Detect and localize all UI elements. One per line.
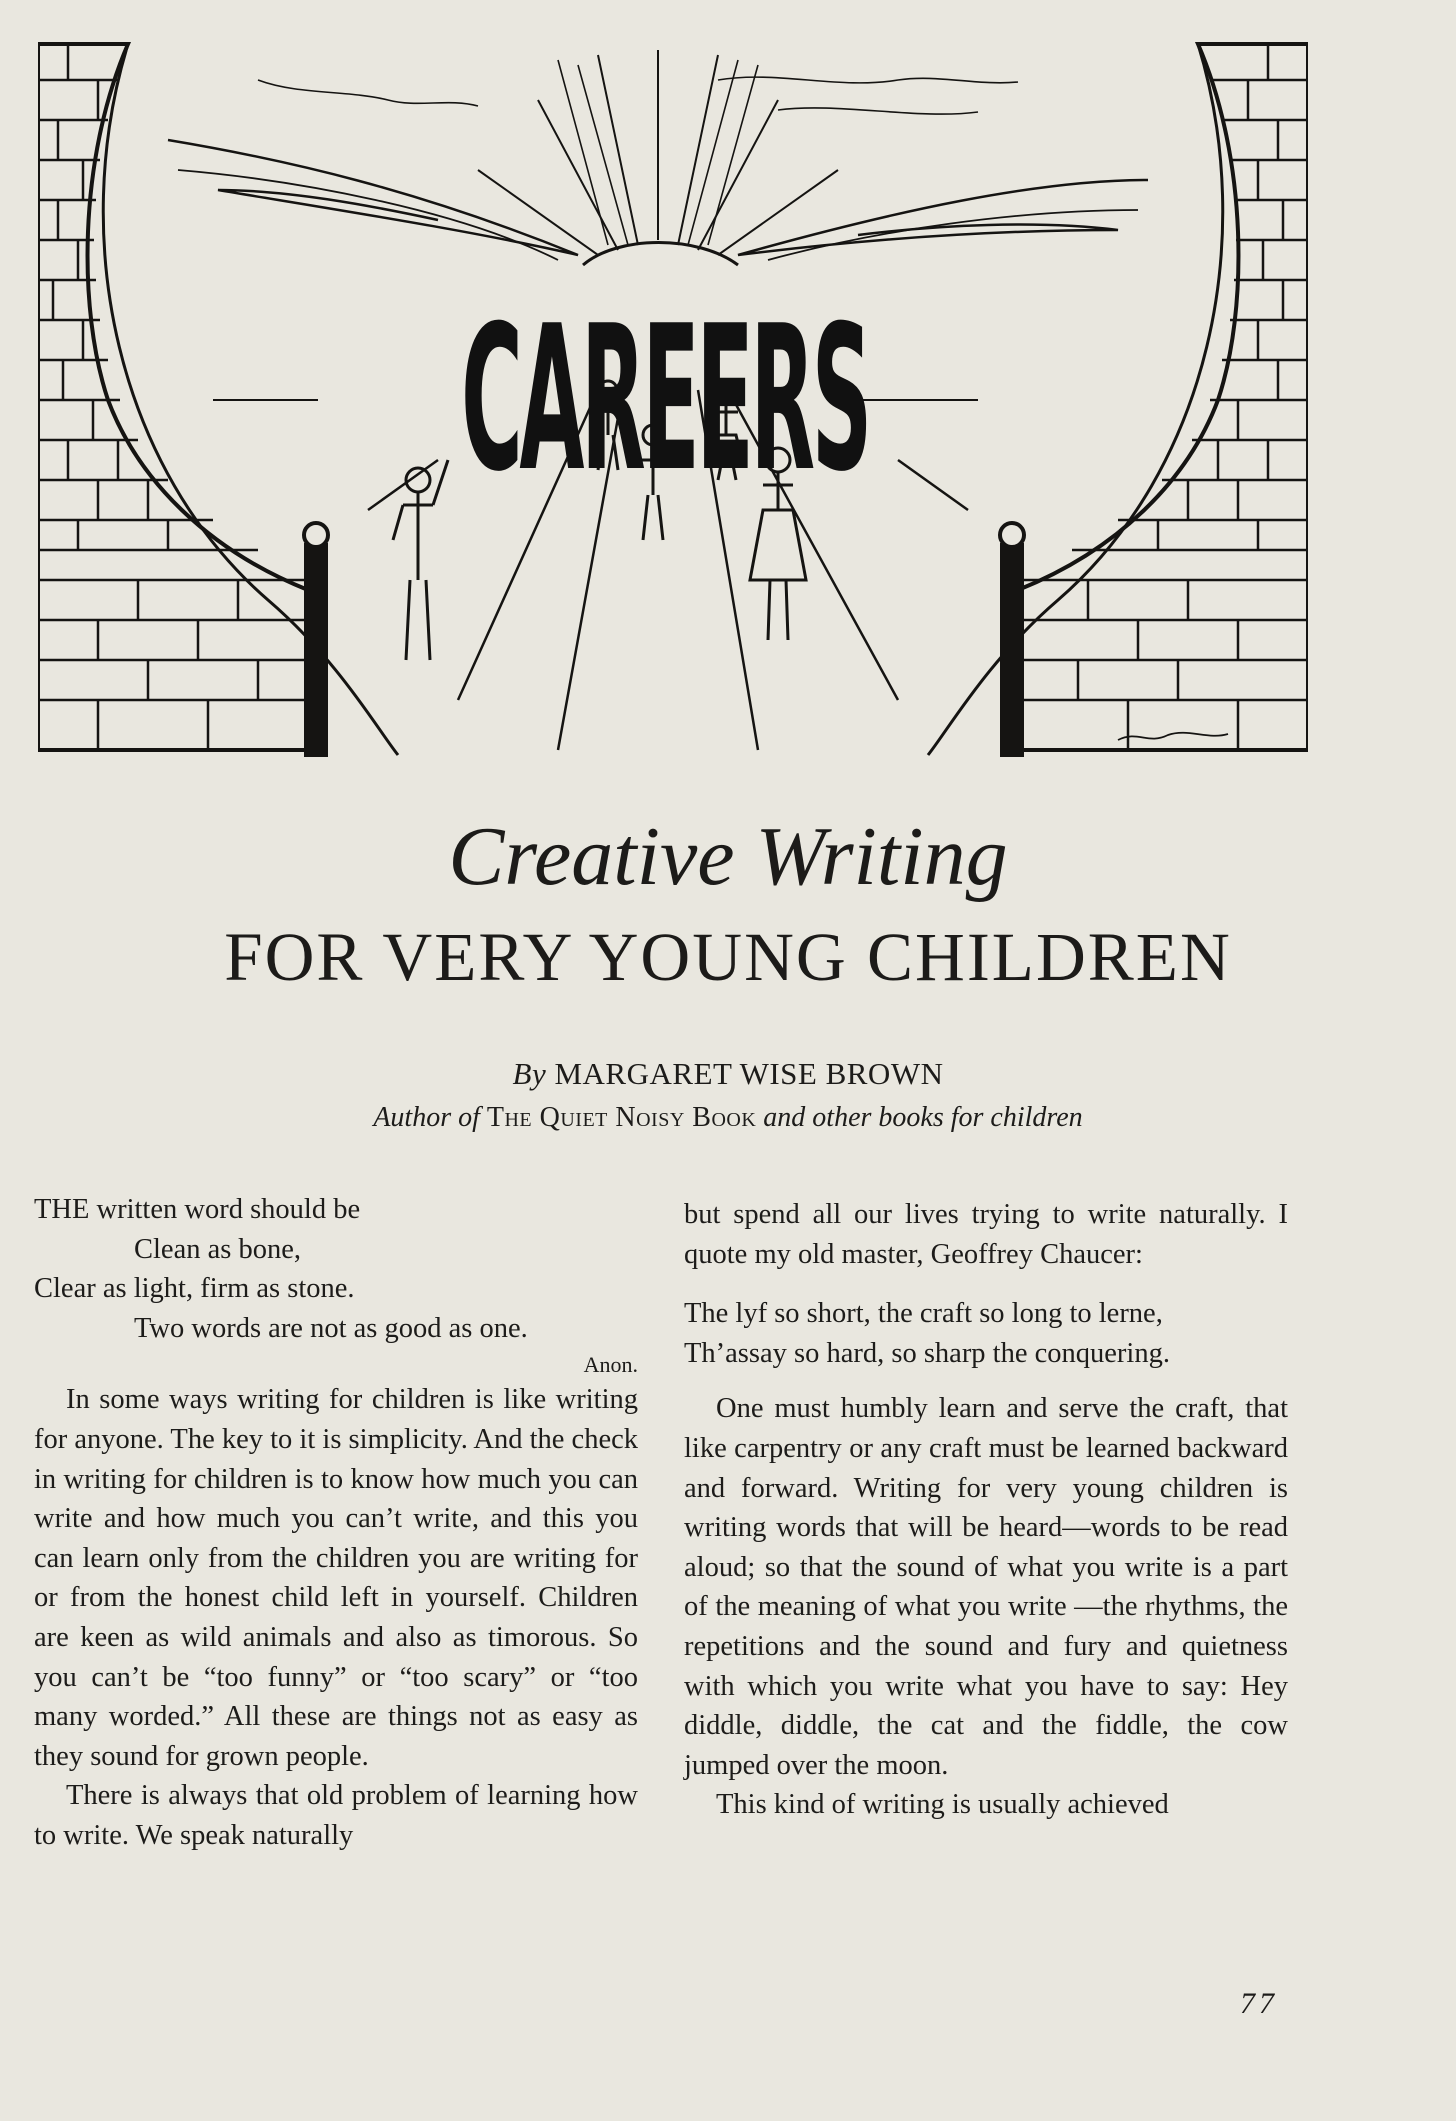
epigraph-line-2: Clean as bone, xyxy=(134,1233,301,1265)
byline xyxy=(0,1056,1456,1092)
article-subtitle: FOR VERY YOUNG CHILDREN xyxy=(224,919,1232,995)
careers-heading: CAREERS xyxy=(461,283,869,516)
chaucer-quote xyxy=(684,1294,1288,1373)
left-column xyxy=(34,1190,638,1856)
author-credit-prefix: Author of xyxy=(373,1102,480,1133)
epigraph-line-1: THE written word should be xyxy=(34,1194,361,1225)
quote-line: Th’assay so hard, so sharp the conquering. xyxy=(684,1337,1170,1369)
author-credit-suffix: and other books for children xyxy=(763,1102,1083,1133)
right-column xyxy=(684,1195,1288,1825)
epigraph-line-3: Clear as light, firm as stone. xyxy=(34,1273,355,1305)
byline-author: MARGARET WISE BROWN xyxy=(554,1056,944,1091)
author-credit xyxy=(0,1102,1456,1134)
body-paragraph: but spend all our lives trying to write naturally. I quote my old master, Geoffrey Chaucer: xyxy=(684,1199,1288,1270)
body-paragraph: In some ways writing for children is like writing for anyone. The key to it is simplicity. And the check in writing for children is to know how much you can write and how much you can’t write, and this you can learn only from the children you are writing for or from the honest child left in yourself. Children are keen as wild animals and also as timorous. So you can’t be “too funny” or “too scary” or “too many worded.” All these are things not as easy as they sound for grown people. xyxy=(34,1384,638,1772)
body-paragraph: One must humbly learn and serve the craft, that like carpentry or any craft must be learned backward and forward. Writing for very young children is writing words that will be heard—words to be read aloud; so that the sound of what you write is a part of the meaning of what you write —the rhythms, the repetitions and the sound and fury and quietness with which you write what you have to say: Hey diddle, diddle, the cat and the fiddle, the cow jumped over the moon. xyxy=(684,1393,1288,1781)
article-title: Creative Writing xyxy=(448,810,1008,903)
byline-by: By xyxy=(512,1056,547,1091)
body-paragraph: There is always that old problem of learning how to write. We speak naturally xyxy=(34,1780,638,1851)
author-credit-book: The Quiet Noisy Book xyxy=(486,1102,757,1133)
epigraph-attribution: Anon. xyxy=(583,1352,638,1378)
quote-line: The lyf so short, the craft so long to lerne, xyxy=(684,1298,1163,1330)
body-paragraph: This kind of writing is usually achieved xyxy=(716,1789,1169,1821)
epigraph-line-4: Two words are not as good as one. xyxy=(134,1312,528,1344)
page-number: 77 xyxy=(1240,1987,1278,2020)
